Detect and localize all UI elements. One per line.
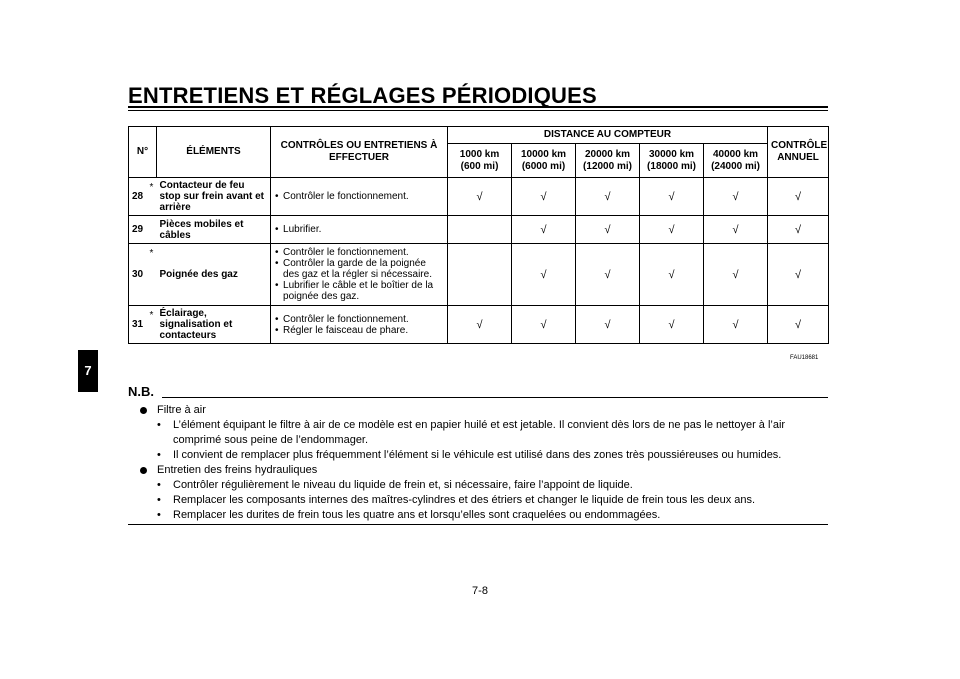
nb-sub-item (138, 478, 828, 493)
title-rule-thick (128, 106, 828, 108)
check-mark: √ (448, 306, 512, 344)
page-number: 7-8 (472, 585, 488, 597)
chapter-tab: 7 (78, 350, 98, 392)
bullet-icon: • (157, 479, 161, 491)
table-row (129, 244, 829, 306)
header-km-2 (576, 144, 640, 178)
nb-heading-text: Filtre à air (157, 404, 206, 416)
check-mark: √ (768, 306, 829, 344)
check-item: • Contrôler le fonctionnement. (274, 247, 444, 258)
row-element: Poignée des gaz (157, 244, 271, 306)
header-elements: ÉLÉMENTS (157, 127, 271, 178)
check-mark: √ (512, 216, 576, 244)
row-number: 29 (129, 216, 147, 244)
header-km-4 (704, 144, 768, 178)
bullet-icon: • (157, 419, 161, 431)
nb-sub-text: Il convient de remplacer plus fréquemment l’élément si le véhicule est utilisé dans des zones très poussiéreuses ou humides. (173, 449, 782, 461)
check-item: • Contrôler la garde de la poignée des gaz et la régler si nécessaire. (274, 258, 444, 280)
check-mark: √ (704, 244, 768, 306)
header-mi-value: (24000 mi) (711, 160, 760, 172)
header-km-value: 20000 km (584, 148, 631, 160)
check-mark: √ (640, 244, 704, 306)
bullet-icon: • (157, 509, 161, 521)
nb-sub-item (138, 508, 828, 523)
header-km-value: 40000 km (713, 148, 759, 160)
header-checks: CONTRÔLES OU ENTRETIENS À EFFECTUER (271, 127, 448, 178)
row-star (147, 216, 157, 244)
page-title: ENTRETIENS ET RÉGLAGES PÉRIODIQUES (128, 83, 597, 108)
row-number: 28 (129, 178, 147, 216)
row-star: * (147, 306, 157, 344)
bullet-icon: • (157, 449, 161, 461)
header-km-1 (512, 144, 576, 178)
header-mi-value: (12000 mi) (583, 160, 632, 172)
row-checks (271, 306, 448, 344)
nb-rule (162, 397, 828, 398)
row-element: Contacteur de feu stop sur frein avant et arrière (157, 178, 271, 216)
check-mark: √ (640, 216, 704, 244)
nb-heading (138, 463, 828, 478)
nb-heading (138, 403, 828, 418)
check-item: • Lubrifier le câble et le boîtier de la poignée des gaz. (274, 280, 444, 302)
header-mi-value: (600 mi) (460, 160, 499, 172)
check-mark: √ (576, 244, 640, 306)
header-mi-value: (18000 mi) (647, 160, 696, 172)
bullet-dot-icon (140, 467, 147, 474)
header-km-0 (448, 144, 512, 178)
table-row (129, 216, 829, 244)
header-km-value: 10000 km (520, 148, 567, 160)
header-annual: CONTRÔLE ANNUEL (768, 127, 829, 178)
nb-notes (138, 403, 828, 523)
row-number: 31 (129, 306, 147, 344)
row-checks (271, 216, 448, 244)
nb-sub-item (138, 448, 828, 463)
check-item: • Contrôler le fonctionnement. (274, 314, 444, 325)
check-mark: √ (704, 216, 768, 244)
check-mark: √ (576, 306, 640, 344)
table-row (129, 306, 829, 344)
title-rule-thin (128, 110, 828, 111)
nb-sub-text: Contrôler régulièrement le niveau du liquide de frein et, si nécessaire, faire l’appoint de liquide. (173, 479, 633, 491)
check-mark (448, 216, 512, 244)
check-item: • Lubrifier. (274, 224, 444, 235)
maintenance-table (128, 126, 829, 344)
check-mark: √ (704, 178, 768, 216)
nb-sub-text: Remplacer les composants internes des maîtres-cylindres et des étriers et changer le liquide de frein tous les deux ans. (173, 494, 756, 506)
header-mi-value: (6000 mi) (521, 160, 566, 172)
check-mark: √ (512, 306, 576, 344)
row-star: * (147, 178, 157, 216)
doc-code: FAU18681 (790, 355, 819, 361)
end-rule (128, 524, 828, 525)
header-num: N° (129, 127, 157, 178)
header-km-value: 30000 km (648, 148, 695, 160)
nb-sub-item (138, 418, 828, 448)
table-row (129, 178, 829, 216)
row-element: Éclairage, signalisation et contacteurs (157, 306, 271, 344)
check-mark: √ (576, 178, 640, 216)
check-mark: √ (768, 244, 829, 306)
bullet-dot-icon (140, 407, 147, 414)
check-mark (448, 244, 512, 306)
nb-sub-text: Remplacer les durites de frein tous les quatre ans et lorsqu’elles sont craquelées ou endommagées. (173, 509, 661, 521)
row-number: 30 (129, 244, 147, 306)
header-km-value: 1000 km (459, 148, 500, 160)
nb-heading-text: Entretien des freins hydrauliques (157, 464, 318, 476)
check-mark: √ (512, 244, 576, 306)
row-star: * (147, 244, 157, 306)
check-mark: √ (768, 178, 829, 216)
check-item: • Contrôler le fonctionnement. (274, 191, 444, 202)
check-mark: √ (576, 216, 640, 244)
header-distance: DISTANCE AU COMPTEUR (448, 127, 768, 144)
row-element: Pièces mobiles et câbles (157, 216, 271, 244)
header-km-3 (640, 144, 704, 178)
check-item: • Régler le faisceau de phare. (274, 325, 444, 336)
nb-sub-item (138, 493, 828, 508)
bullet-icon: • (157, 494, 161, 506)
check-mark: √ (640, 306, 704, 344)
check-mark: √ (768, 216, 829, 244)
row-checks (271, 244, 448, 306)
check-mark: √ (704, 306, 768, 344)
nb-sub-text: L’élément équipant le filtre à air de ce modèle est en papier huilé et est jetable. Il convient dès lors de ne pas le nettoyer à l’air comprimé sous peine de l’endommager. (173, 419, 786, 446)
check-mark: √ (448, 178, 512, 216)
check-mark: √ (640, 178, 704, 216)
row-checks (271, 178, 448, 216)
check-mark: √ (512, 178, 576, 216)
nb-label: N.B. (128, 384, 154, 399)
